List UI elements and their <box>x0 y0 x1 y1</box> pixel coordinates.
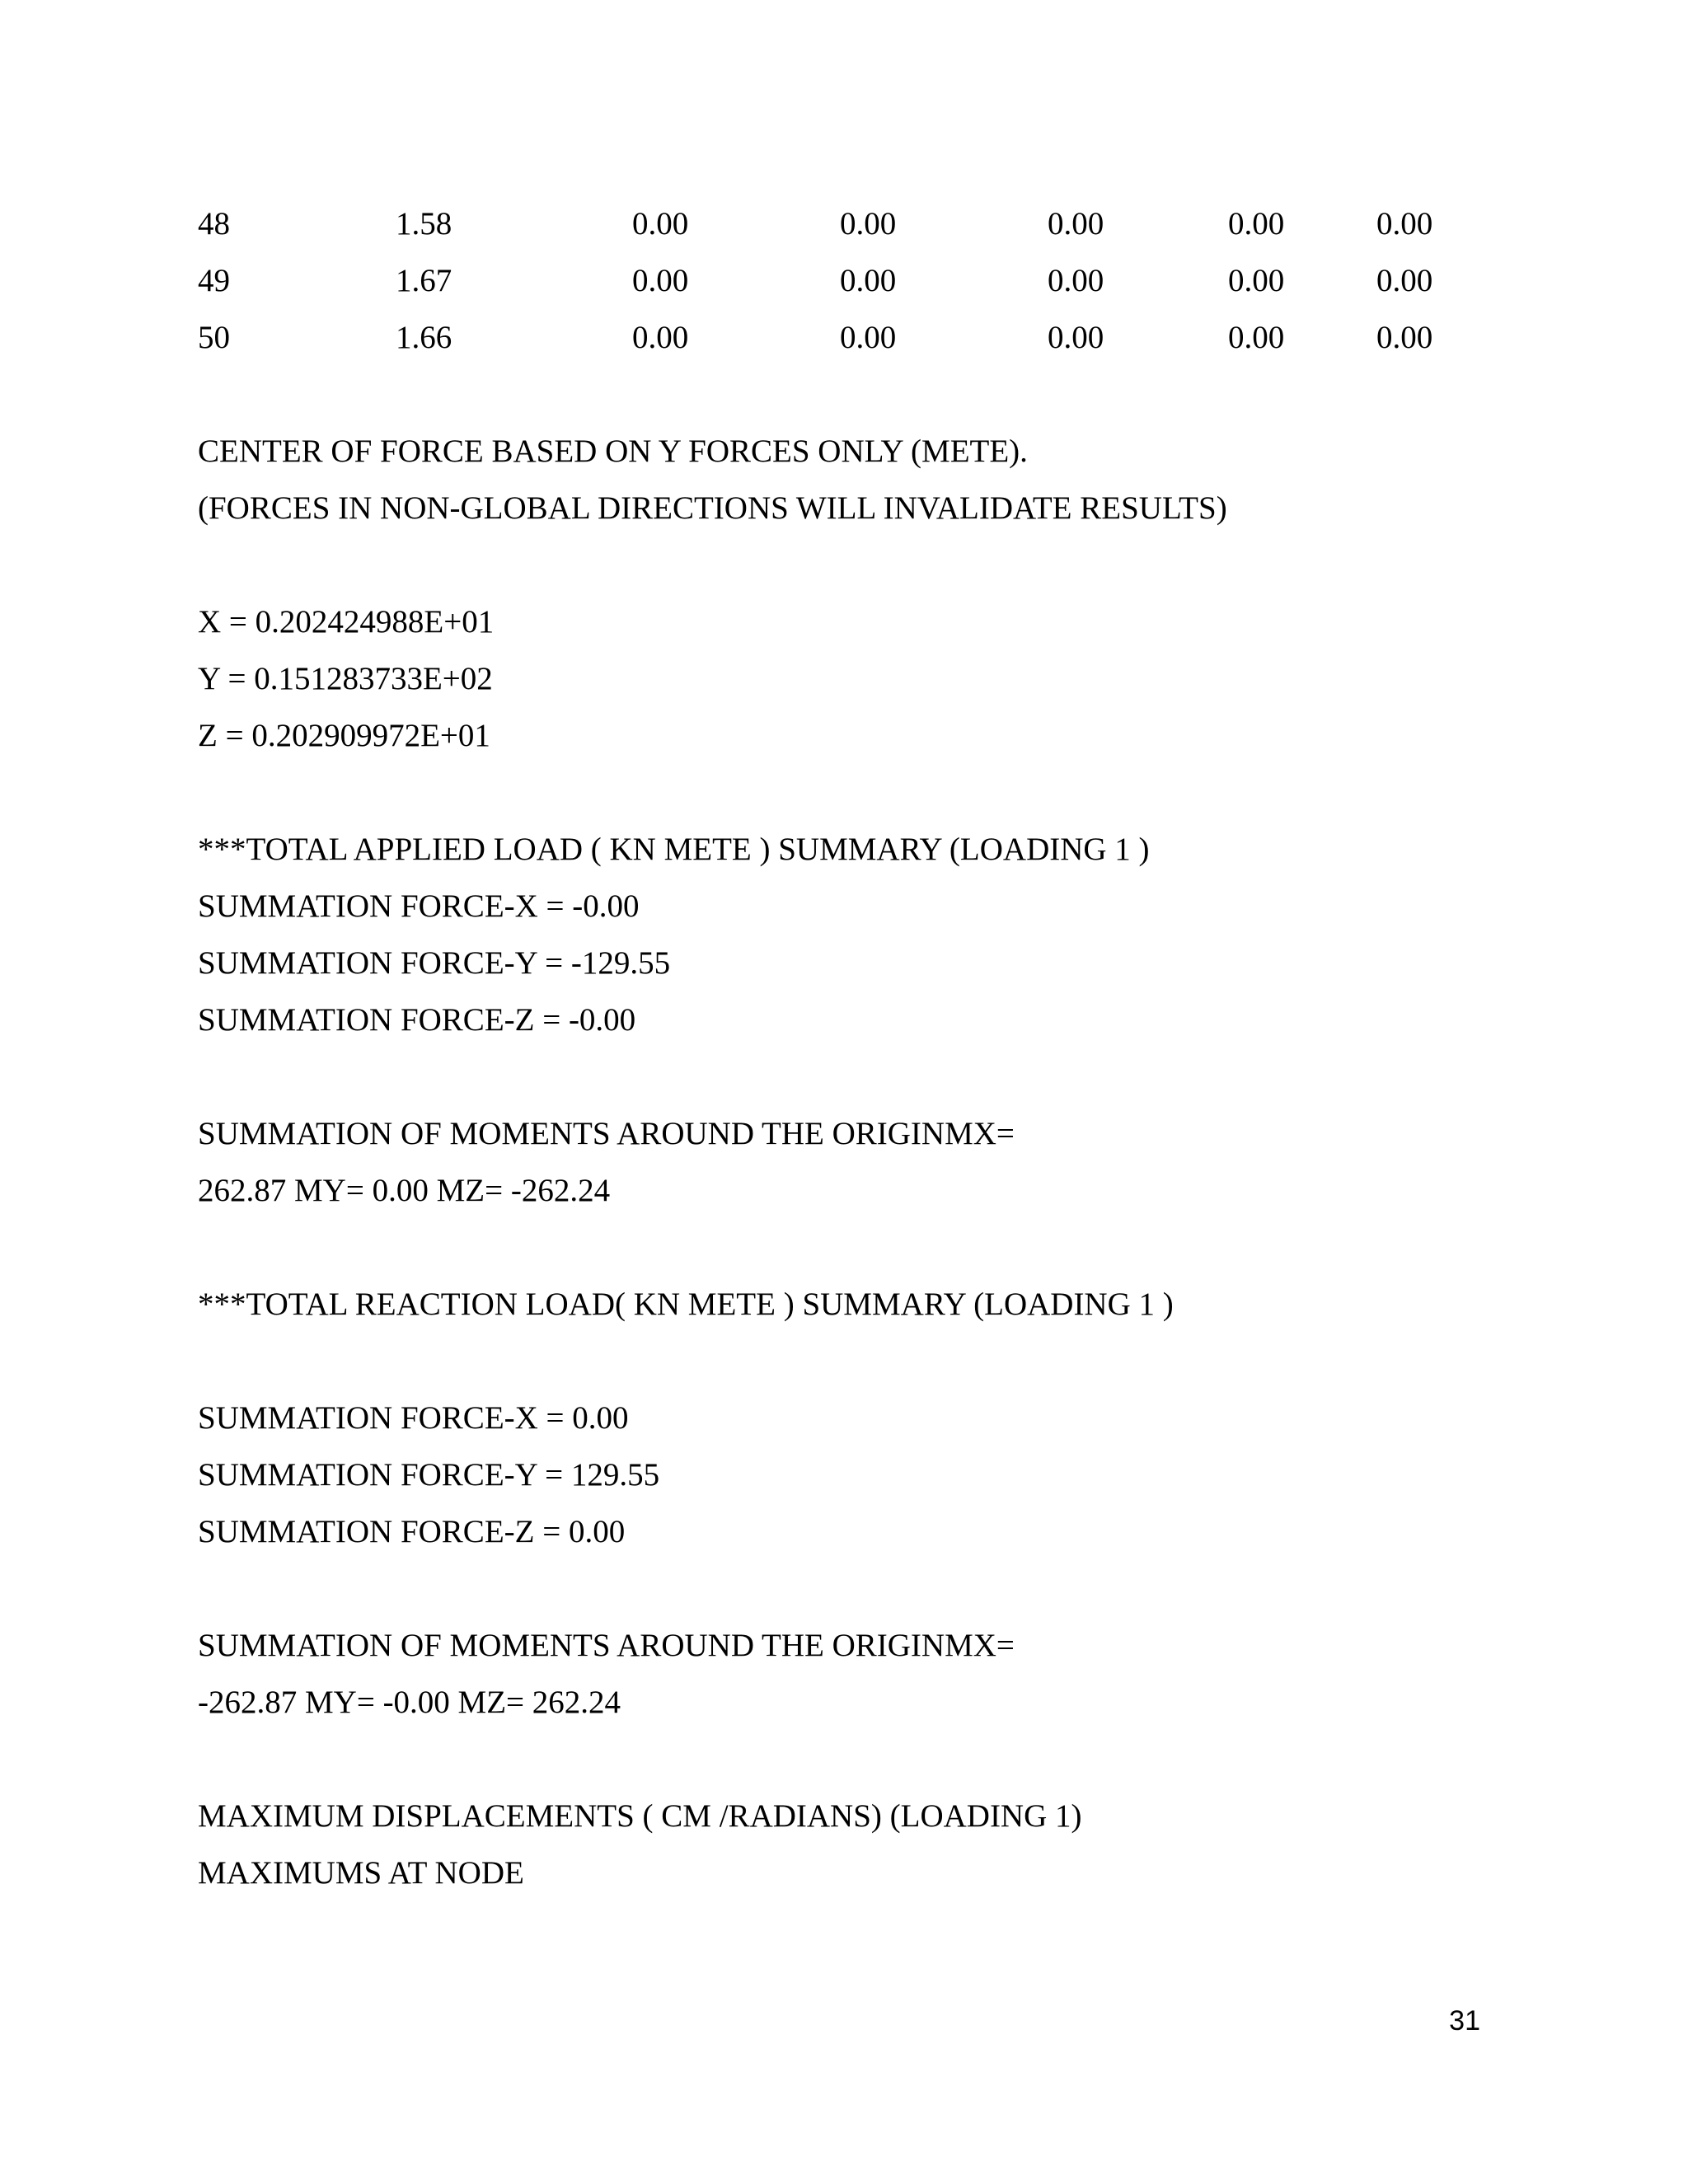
reaction-moments-line: SUMMATION OF MOMENTS AROUND THE ORIGINMX= <box>198 1628 1015 1663</box>
applied-moments-line: SUMMATION OF MOMENTS AROUND THE ORIGINMX= <box>198 1116 1015 1151</box>
table-cell: 49 <box>198 263 230 298</box>
table-cell: 0.00 <box>632 320 689 355</box>
table-cell: 48 <box>198 206 230 241</box>
table-cell: 0.00 <box>632 206 689 241</box>
applied-load-heading: ***TOTAL APPLIED LOAD ( KN METE ) SUMMARY (LOADING 1 ) <box>198 832 1150 867</box>
applied-force-z: SUMMATION FORCE-Z = -0.00 <box>198 1002 636 1038</box>
table-cell: 0.00 <box>1048 206 1104 241</box>
applied-force-y: SUMMATION FORCE-Y = -129.55 <box>198 945 671 981</box>
table-row <box>198 252 1550 309</box>
table-cell: 50 <box>198 320 230 355</box>
table-cell: 0.00 <box>840 206 897 241</box>
table-cell: 0.00 <box>840 320 897 355</box>
reaction-load-heading: ***TOTAL REACTION LOAD( KN METE ) SUMMARY (LOADING 1 ) <box>198 1286 1174 1322</box>
applied-force-x: SUMMATION FORCE-X = -0.00 <box>198 888 640 924</box>
center-of-force-note: (FORCES IN NON-GLOBAL DIRECTIONS WILL INVALIDATE RESULTS) <box>198 490 1227 526</box>
table-cell: 0.00 <box>1048 263 1104 298</box>
reaction-force-x: SUMMATION FORCE-X = 0.00 <box>198 1400 629 1436</box>
table-cell: 0.00 <box>1376 206 1433 241</box>
center-y-value: Y = 0.151283733E+02 <box>198 661 493 696</box>
table-row <box>198 309 1550 366</box>
table-cell: 1.58 <box>396 206 452 241</box>
page-number: 31 <box>1449 2005 1480 2036</box>
table-row <box>198 195 1550 252</box>
reaction-force-z: SUMMATION FORCE-Z = 0.00 <box>198 1514 626 1549</box>
max-displacements-heading: MAXIMUM DISPLACEMENTS ( CM /RADIANS) (LOADING 1) <box>198 1798 1082 1834</box>
applied-moments-values: 262.87 MY= 0.00 MZ= -262.24 <box>198 1173 611 1208</box>
center-of-force-heading: CENTER OF FORCE BASED ON Y FORCES ONLY (METE). <box>198 434 1028 469</box>
table-cell: 0.00 <box>1376 320 1433 355</box>
center-z-value: Z = 0.202909972E+01 <box>198 718 490 753</box>
reaction-force-y: SUMMATION FORCE-Y = 129.55 <box>198 1457 660 1493</box>
table-cell: 0.00 <box>840 263 897 298</box>
table-cell: 0.00 <box>1228 320 1285 355</box>
table-cell: 0.00 <box>1048 320 1104 355</box>
report-text <box>198 195 1550 1901</box>
table-cell: 0.00 <box>1228 206 1285 241</box>
table-cell: 0.00 <box>632 263 689 298</box>
table-cell: 0.00 <box>1228 263 1285 298</box>
center-x-value: X = 0.202424988E+01 <box>198 604 495 640</box>
table-cell: 1.66 <box>396 320 452 355</box>
table-cell: 1.67 <box>396 263 452 298</box>
table-cell: 0.00 <box>1376 263 1433 298</box>
reaction-moments-values: -262.87 MY= -0.00 MZ= 262.24 <box>198 1685 621 1720</box>
max-displacements-node: MAXIMUMS AT NODE <box>198 1855 524 1891</box>
